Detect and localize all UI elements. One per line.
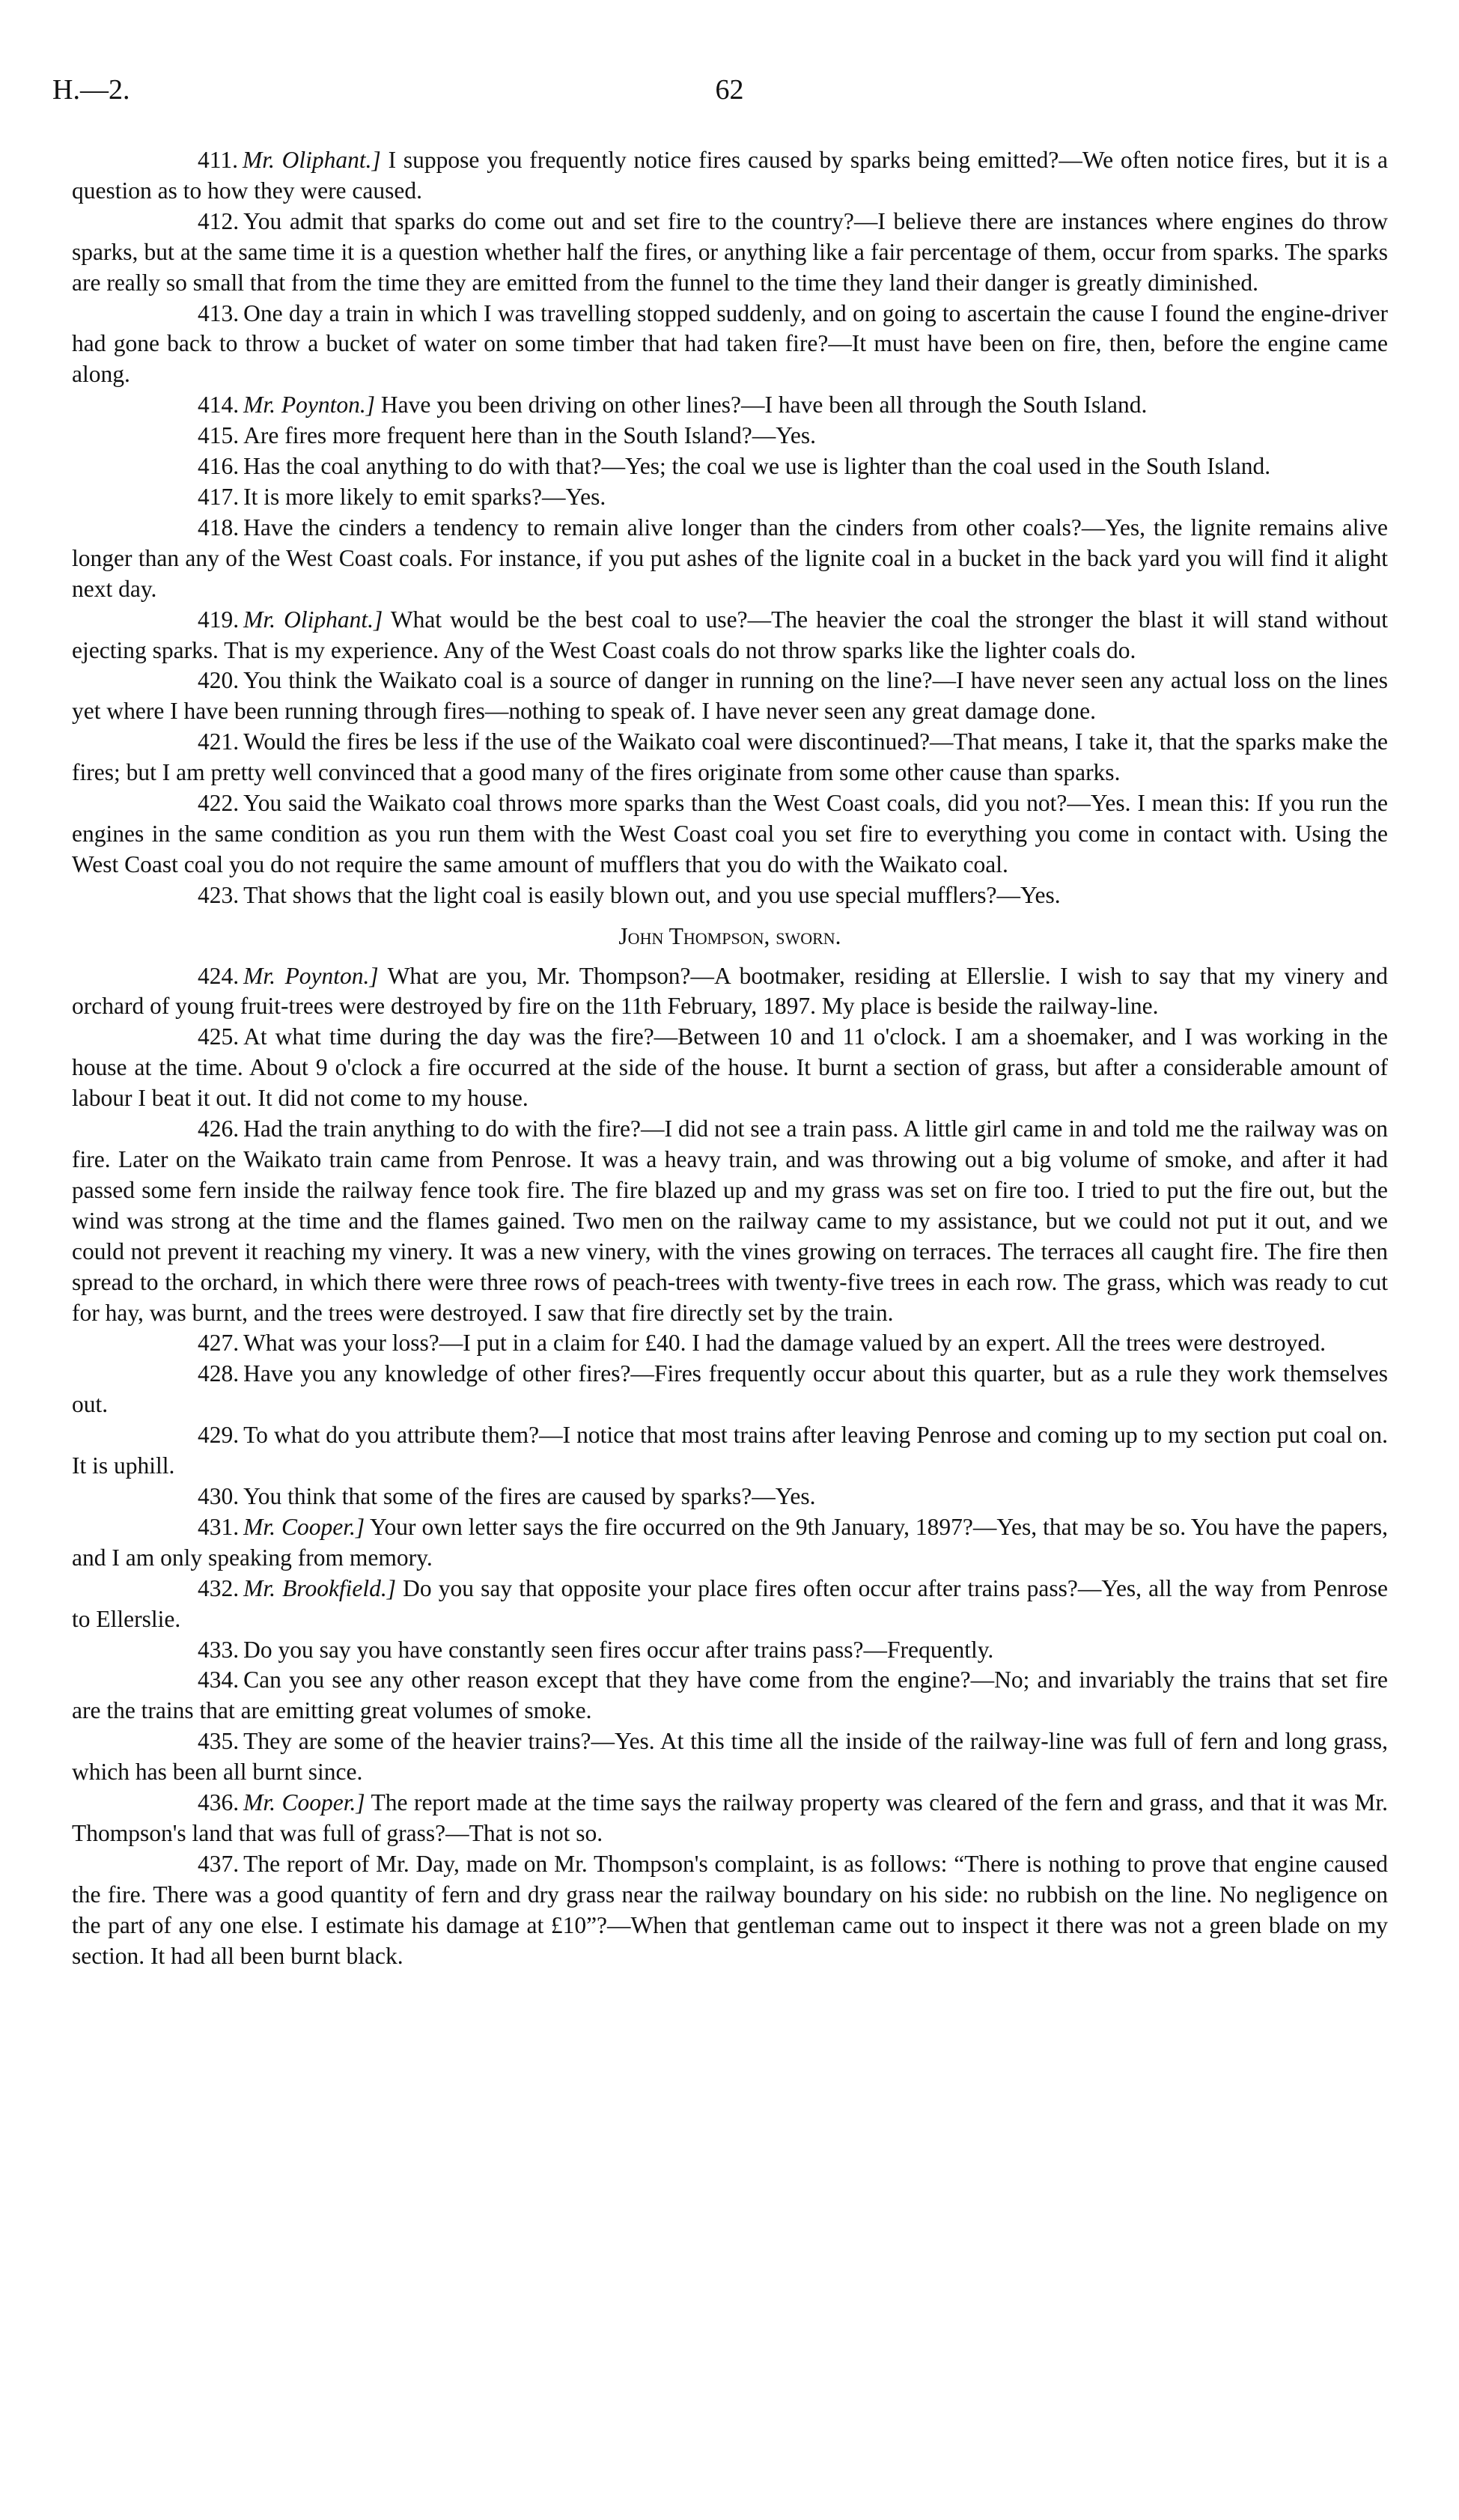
question-number: 436. <box>198 1789 240 1816</box>
question-paragraph <box>72 666 1388 727</box>
question-paragraph <box>72 1726 1388 1788</box>
question-number: 422. <box>198 790 240 817</box>
question-paragraph <box>72 1635 1388 1666</box>
question-paragraph <box>72 1574 1388 1635</box>
question-number: 417. <box>198 483 240 510</box>
question-number: 415. <box>198 422 240 449</box>
question-paragraph <box>72 299 1388 391</box>
question-number: 435. <box>198 1728 240 1755</box>
question-text: You think the Waikato coal is a source of danger in running on the line?—I have never seen any actual loss on the lines yet where I have been running through fires—nothing to speak of. I have never seen any great damage done. <box>72 667 1388 725</box>
question-text: That shows that the light coal is easily blown out, and you use special mufflers?—Yes. <box>243 881 1061 908</box>
question-paragraph <box>72 788 1388 880</box>
question-number: 427. <box>198 1330 240 1357</box>
question-text: To what do you attribute them?—I notice that most trains after leaving Penrose and coming up to my section put coal on. It is uphill. <box>72 1422 1388 1479</box>
question-text: Do you say you have constantly seen fires occur after trains pass?—Frequently. <box>243 1636 994 1663</box>
question-number: 433. <box>198 1636 240 1663</box>
question-text: Are fires more frequent here than in the South Island?—Yes. <box>243 422 816 449</box>
question-paragraph <box>72 1022 1388 1114</box>
question-paragraph <box>72 207 1388 299</box>
evidence-block-first-witness <box>72 145 1388 911</box>
question-paragraph <box>72 880 1388 911</box>
question-number: 431. <box>198 1513 240 1540</box>
question-paragraph <box>72 421 1388 451</box>
question-paragraph <box>72 451 1388 482</box>
question-number: 416. <box>198 453 240 480</box>
question-text: Your own letter says the fire occurred on the 9th January, 1897?—Yes, that may be so. You have the papers, and I am only speaking from memory. <box>72 1513 1388 1571</box>
question-paragraph <box>72 1420 1388 1482</box>
question-number: 413. <box>198 299 240 326</box>
question-paragraph <box>72 1665 1388 1726</box>
speaker-name: Mr. Cooper.] <box>243 1513 365 1540</box>
question-number: 425. <box>198 1023 240 1050</box>
question-paragraph <box>72 1359 1388 1420</box>
question-number: 414. <box>198 392 240 419</box>
question-paragraph <box>72 1788 1388 1849</box>
question-number: 426. <box>198 1116 240 1142</box>
question-text: What was your loss?—I put in a claim for £40. I had the damage valued by an expert. All the trees were destroyed. <box>243 1330 1326 1357</box>
question-number: 412. <box>198 207 240 234</box>
question-paragraph <box>72 605 1388 666</box>
question-text: Have the cinders a tendency to remain alive longer than the cinders from other coals?—Yes, the lignite remains alive longer than any of the West Coast coals. For instance, if you put ashes of the lignite coal in a bucket in the back yard you will find it alight next day. <box>72 514 1388 602</box>
document-reference: H.—2. <box>52 74 130 106</box>
question-number: 437. <box>198 1850 240 1877</box>
question-number: 421. <box>198 728 240 755</box>
question-number: 423. <box>198 881 240 908</box>
question-number: 420. <box>198 667 240 694</box>
question-paragraph <box>72 1482 1388 1512</box>
question-number: 434. <box>198 1667 240 1693</box>
page-number: 62 <box>715 74 744 106</box>
question-text: You think that some of the fires are caused by sparks?—Yes. <box>243 1482 816 1509</box>
question-text: Would the fires be less if the use of the Waikato coal were discontinued?—That means, I take it, that the sparks make the fires; but I am pretty well convinced that a good many of the fires originate from some other cause than sparks. <box>72 728 1388 786</box>
question-paragraph <box>72 961 1388 1023</box>
question-text: It is more likely to emit sparks?—Yes. <box>243 483 606 510</box>
speaker-name: Mr. Oliphant.] <box>242 147 381 173</box>
evidence-block-john-thompson <box>72 961 1388 1972</box>
question-number: 411. <box>198 147 238 173</box>
question-text: Had the train anything to do with the fire?—I did not see a train pass. A little girl came in and told me the railway was on fire. Later on the Waikato train came from Penrose. It was a heavy train, and was throwing out a big volume of smoke, and after it had passed some fern inside the railway fence took fire. The fire blazed up and my grass was set on fire too. I tried to put the fire out, but the wind was strong at the time and the flames gained. Two men on the railway came to my assistance, but we could not put it out, and we could not prevent it reaching my vinery. It was a new vinery, with the vines growing on terraces. The terraces all caught fire. The fire then spread to the orchard, in which there were three rows of peach-trees with twenty-five trees in each row. The grass, which was ready to cut for hay, was burnt, and the trees were destroyed. I saw that fire directly set by the train. <box>72 1116 1388 1326</box>
question-text: Has the coal anything to do with that?—Yes; the coal we use is lighter than the coal used in the South Island. <box>243 453 1271 480</box>
question-text: Have you any knowledge of other fires?—Fires frequently occur about this quarter, but as a rule they work themselves out. <box>72 1360 1388 1418</box>
question-text: At what time during the day was the fire?—Between 10 and 11 o'clock. I am a shoemaker, and I was working in the house at the time. About 9 o'clock a fire occurred at the side of the house. It burnt a section of grass, but after a considerable amount of labour I beat it out. It did not come to my house. <box>72 1023 1388 1112</box>
speaker-name: Mr. Poynton.] <box>243 962 379 989</box>
page-header <box>52 73 1407 112</box>
question-text: Can you see any other reason except that they have come from the engine?—No; and invariably the trains that set fire are the trains that are emitting great volumes of smoke. <box>72 1667 1388 1724</box>
question-paragraph <box>72 727 1388 788</box>
question-number: 418. <box>198 514 240 541</box>
question-number: 430. <box>198 1482 240 1509</box>
question-paragraph <box>72 1114 1388 1328</box>
question-number: 428. <box>198 1360 240 1387</box>
question-text: Have you been driving on other lines?—I have been all through the South Island. <box>375 392 1148 419</box>
question-number: 429. <box>198 1422 240 1449</box>
question-text: They are some of the heavier trains?—Yes. At this time all the inside of the railway-line was full of fern and long grass, which has been all burnt since. <box>72 1728 1388 1786</box>
question-text: One day a train in which I was travelling stopped suddenly, and on going to ascertain the cause I found the engine-driver had gone back to throw a bucket of water on some timber that had taken fire?—It must have been on fire, then, before the engine came along. <box>72 299 1388 388</box>
question-number: 424. <box>198 962 240 989</box>
question-paragraph <box>72 513 1388 605</box>
question-text: You admit that sparks do come out and set fire to the country?—I believe there are instances where engines do throw sparks, but at the same time it is a question whether half the fires, or anything like a fair percentage of them, occur from sparks. The sparks are really so small that from the time they are emitted from the funnel to the time they land their danger is greatly diminished. <box>72 207 1388 296</box>
question-paragraph <box>72 482 1388 513</box>
question-paragraph <box>72 1328 1388 1359</box>
question-text: What would be the best coal to use?—The heavier the coal the stronger the blast it will stand without ejecting sparks. That is my experience. Any of the West Coast coals do not throw sparks like the lighter coals do. <box>72 606 1388 663</box>
speaker-name: Mr. Oliphant.] <box>243 606 383 633</box>
question-text: You said the Waikato coal throws more sparks than the West Coast coals, did you not?—Yes. I mean this: If you run the engines in the same condition as you run them with the West Coast coal you set fire to everything you come in contact with. Using the West Coast coal you do not require the same amount of mufflers that you do with the Waikato coal. <box>72 790 1388 877</box>
question-paragraph <box>72 390 1388 421</box>
page-body <box>72 145 1388 1971</box>
speaker-name: Mr. Cooper.] <box>243 1789 365 1816</box>
witness-heading: John Thompson, sworn. <box>618 922 841 949</box>
question-number: 432. <box>198 1574 240 1601</box>
question-text: The report of Mr. Day, made on Mr. Thompson's complaint, is as follows: “There is nothing to prove that engine caused the fire. There was a good quantity of fern and dry grass near the railway boundary on his side: no rubbish on the line. No negligence on the part of any one else. I estimate his damage at £10”?—When that gentleman came out to inspect it there was not a green blade on my section. It had all been burnt black. <box>72 1850 1388 1969</box>
question-number: 419. <box>198 606 240 633</box>
question-paragraph <box>72 145 1388 207</box>
speaker-name: Mr. Brookfield.] <box>243 1574 397 1601</box>
question-text: I suppose you frequently notice fires caused by sparks being emitted?—We often notice fires, but it is a question as to how they were caused. <box>72 147 1388 204</box>
question-paragraph <box>72 1512 1388 1574</box>
question-paragraph <box>72 1849 1388 1972</box>
speaker-name: Mr. Poynton.] <box>243 392 375 419</box>
question-text: What are you, Mr. Thompson?—A bootmaker, residing at Ellerslie. I wish to say that my vinery and orchard of young fruit-trees were destroyed by fire on the 11th February, 1897. My place is beside the railway-line. <box>72 962 1388 1020</box>
question-text: Do you say that opposite your place fires often occur after trains pass?—Yes, all the way from Penrose to Ellerslie. <box>72 1574 1388 1632</box>
question-text: The report made at the time says the railway property was cleared of the fern and grass, and that it was Mr. Thompson's land that was full of grass?—That is not so. <box>72 1789 1388 1846</box>
